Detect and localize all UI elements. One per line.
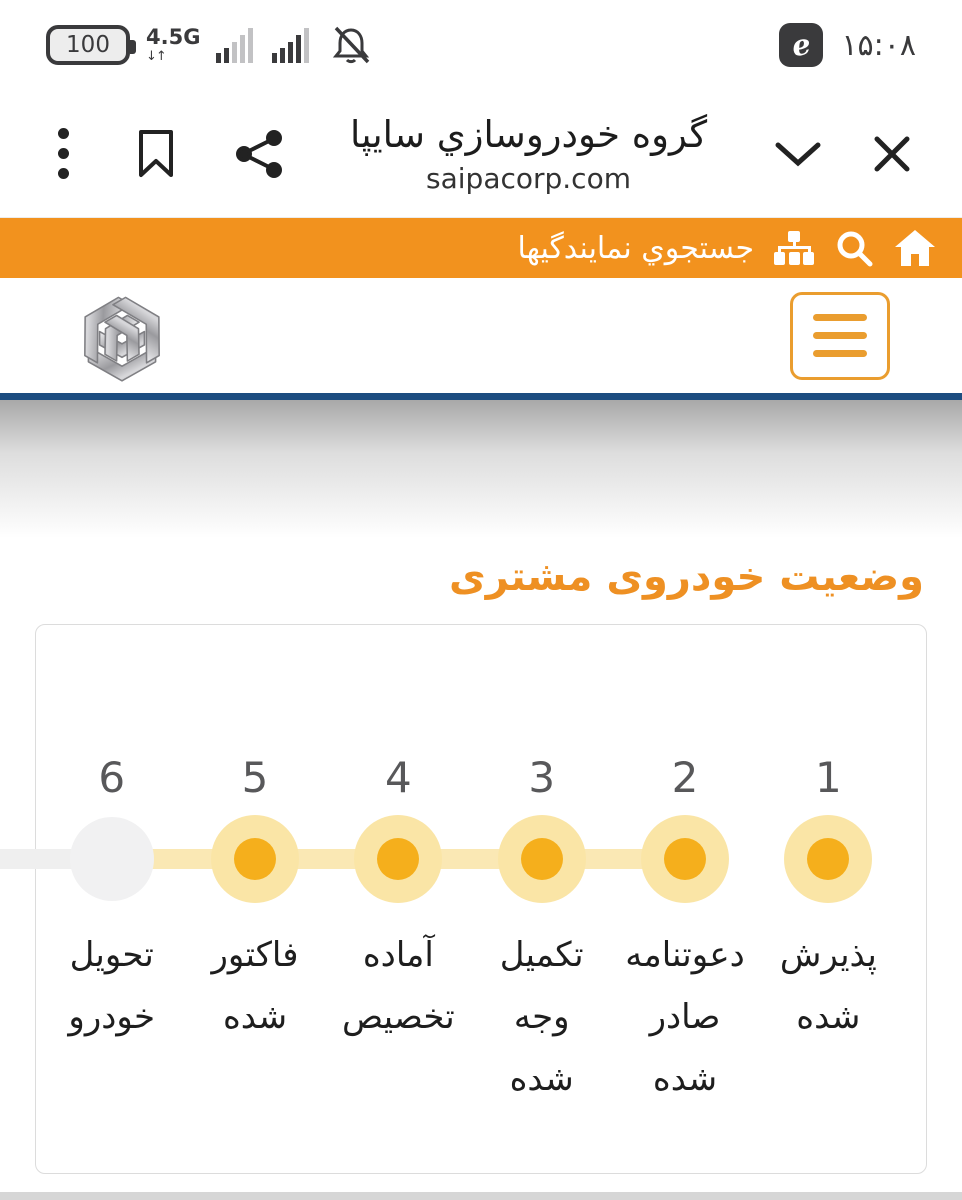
site-nav-bar bbox=[0, 218, 962, 278]
step-label-line: شده bbox=[509, 1059, 574, 1099]
step-label-line: پذیرش bbox=[779, 935, 877, 975]
step-label-line: وجه bbox=[513, 997, 570, 1037]
step-number: 3 bbox=[528, 753, 556, 802]
step-label-line: شده bbox=[796, 997, 861, 1037]
clock: ۱۵:۰۸ bbox=[841, 27, 916, 63]
step-dot-area bbox=[613, 814, 756, 904]
step-label bbox=[212, 924, 299, 1048]
step-circle bbox=[354, 815, 442, 903]
step-1 bbox=[757, 753, 900, 1110]
step-circle bbox=[211, 815, 299, 903]
step-number: 5 bbox=[241, 753, 269, 802]
step-circle bbox=[641, 815, 729, 903]
signal-bars-sim1-icon bbox=[216, 27, 256, 63]
step-label-line: تکمیل bbox=[499, 935, 584, 975]
bookmark-icon[interactable] bbox=[133, 128, 179, 180]
step-label-line: تخصیص bbox=[341, 997, 455, 1037]
shadow-gradient bbox=[0, 400, 962, 538]
status-bar bbox=[0, 0, 962, 90]
step-6 bbox=[40, 753, 183, 1110]
share-icon[interactable] bbox=[233, 128, 285, 180]
saipa-logo[interactable] bbox=[66, 280, 178, 392]
sitemap-icon[interactable] bbox=[774, 231, 814, 265]
browser-header bbox=[0, 90, 962, 218]
hamburger-menu-button[interactable] bbox=[790, 292, 890, 380]
step-number: 1 bbox=[814, 753, 842, 802]
step-number: 2 bbox=[671, 753, 699, 802]
site-header bbox=[0, 278, 962, 393]
step-circle bbox=[784, 815, 872, 903]
stepper-row bbox=[40, 753, 900, 1110]
step-dot-area bbox=[327, 814, 470, 904]
eitaa-app-icon: e bbox=[779, 23, 823, 67]
step-label-line: شده bbox=[652, 1059, 718, 1099]
battery-level: 100 bbox=[66, 32, 110, 58]
step-dot bbox=[234, 838, 276, 880]
vehicle-status-card bbox=[35, 624, 927, 1174]
step-label bbox=[500, 924, 584, 1110]
step-number: 6 bbox=[98, 753, 126, 802]
kebab-menu-icon[interactable] bbox=[48, 124, 79, 183]
step-label bbox=[68, 924, 155, 1048]
step-dot bbox=[377, 838, 419, 880]
network-indicator bbox=[146, 27, 200, 63]
close-icon[interactable] bbox=[870, 132, 914, 176]
section-heading: وضعیت خودروی مشتری bbox=[449, 554, 924, 600]
step-label-line: خودرو bbox=[68, 997, 155, 1037]
site-url: saipacorp.com bbox=[426, 161, 631, 195]
step-dot bbox=[521, 838, 563, 880]
step-2 bbox=[613, 753, 756, 1110]
chevron-down-icon[interactable] bbox=[772, 137, 824, 171]
search-dealers-link[interactable]: جستجوي نمايندگيها bbox=[517, 230, 754, 266]
step-label-line: صادر bbox=[649, 997, 721, 1037]
navy-divider bbox=[0, 393, 962, 400]
step-dot-area bbox=[470, 814, 613, 904]
step-label bbox=[342, 924, 455, 1048]
step-dot bbox=[664, 838, 706, 880]
step-label-line: آماده bbox=[362, 935, 434, 975]
step-label-line: شده bbox=[222, 997, 288, 1037]
site-title: گروه خودروسازي سايپا bbox=[349, 112, 708, 156]
step-label bbox=[625, 924, 745, 1110]
home-icon[interactable] bbox=[894, 228, 936, 268]
bell-slash-icon bbox=[328, 22, 374, 68]
battery-indicator bbox=[46, 25, 130, 65]
network-type-label: 4.5G bbox=[146, 25, 201, 49]
step-3 bbox=[470, 753, 613, 1110]
data-arrows-icon: ↓↑ bbox=[146, 49, 166, 64]
step-circle bbox=[498, 815, 586, 903]
search-icon[interactable] bbox=[834, 228, 874, 268]
step-4 bbox=[327, 753, 470, 1110]
step-label-line: دعوتنامه bbox=[625, 935, 745, 975]
step-dot-area bbox=[183, 814, 326, 904]
step-5 bbox=[183, 753, 326, 1110]
signal-bars-sim2-icon bbox=[272, 27, 312, 63]
step-dot bbox=[807, 838, 849, 880]
step-dot-area bbox=[757, 814, 900, 904]
step-dot-area bbox=[40, 814, 183, 904]
step-label-line: تحویل bbox=[69, 935, 154, 975]
page-title-block bbox=[285, 113, 772, 195]
step-label-line: فاکتور bbox=[211, 935, 299, 975]
bottom-edge-strip bbox=[0, 1192, 962, 1200]
step-circle bbox=[70, 817, 154, 901]
step-number: 4 bbox=[384, 753, 412, 802]
step-label bbox=[780, 924, 877, 1048]
